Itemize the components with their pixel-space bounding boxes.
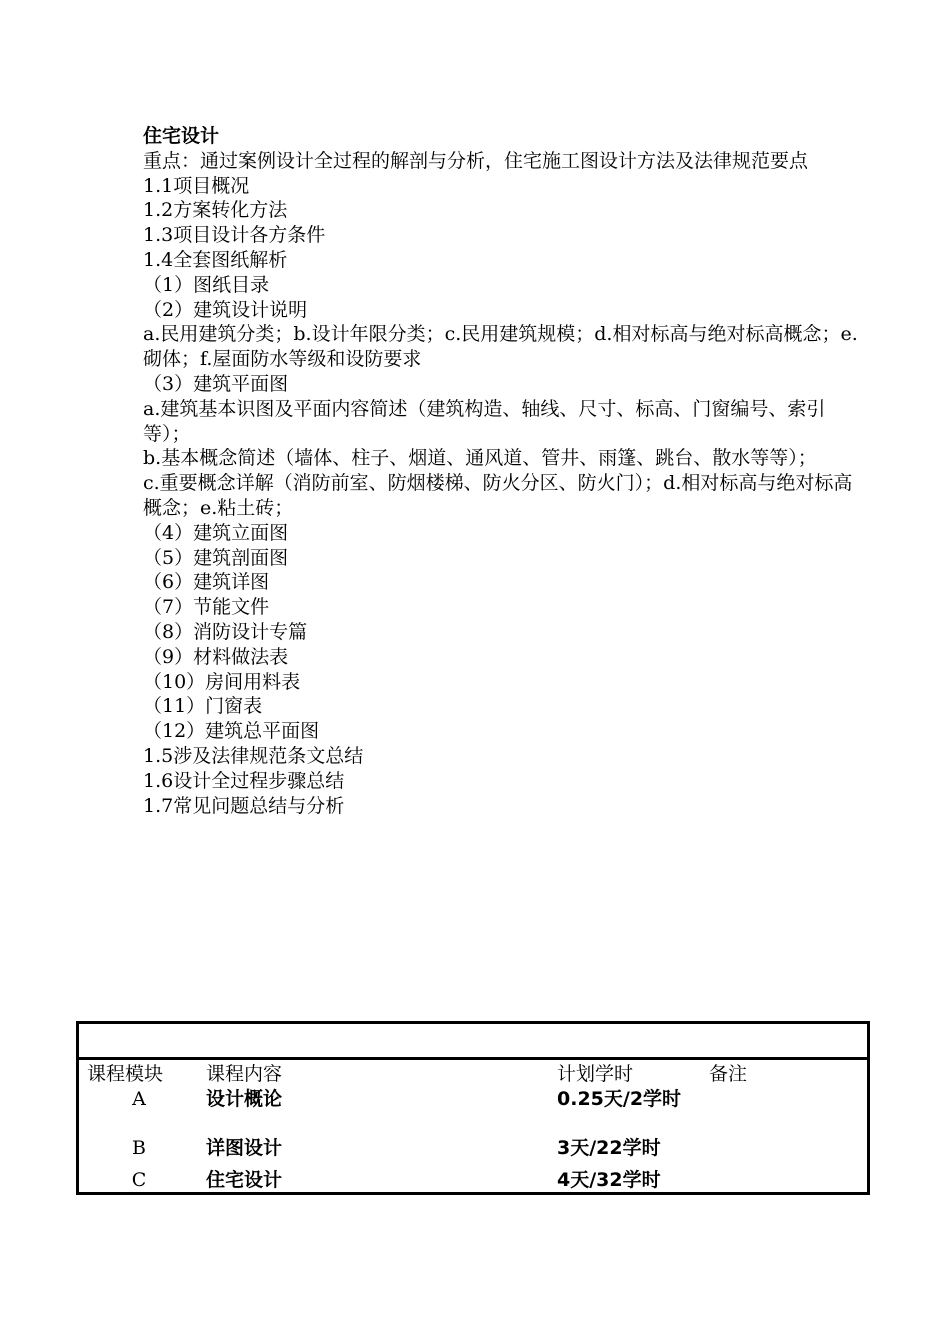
outline-item: （4）建筑立面图 [143, 521, 289, 544]
outline-item: （6）建筑详图 [143, 571, 270, 594]
row-hours: 4天/32学时 [557, 1169, 661, 1191]
outline-item: （8）消防设计专篇 [143, 620, 308, 643]
outline-item: （7）节能文件 [143, 596, 270, 619]
header-module: 课程模块 [87, 1063, 164, 1085]
outline-item: （12）建筑总平面图 [143, 720, 320, 743]
outline-item: 1.7常见问题总结与分析 [143, 794, 345, 817]
row-hours: 3天/22学时 [557, 1137, 661, 1159]
outline-item: （11）门窗表 [143, 695, 263, 718]
header-content: 课程内容 [206, 1063, 283, 1085]
row-module: A [132, 1088, 146, 1110]
outline-item: 1.2方案转化方法 [143, 199, 288, 222]
row-module: C [131, 1169, 147, 1191]
outline-item: a.民用建筑分类；b.设计年限分类；c.民用建筑规模；d.相对标高与绝对标高概念；e.砌体；f.屋面防水等级和设防要求 [143, 323, 858, 371]
outline-item: a.建筑基本识图及平面内容简述（建筑构造、轴线、尺寸、标高、门窗编号、索引等）； [143, 397, 826, 445]
outline-item: 1.3项目设计各方条件 [143, 224, 326, 247]
row-module: B [132, 1137, 146, 1159]
header-hours: 计划学时 [557, 1063, 634, 1085]
outline-item: （5）建筑剖面图 [143, 546, 289, 569]
course-schedule-table [76, 1021, 870, 1195]
outline-item: （3）建筑平面图 [143, 372, 289, 395]
section-title: 住宅设计 [143, 125, 220, 147]
outline-item: 1.6设计全过程步骤总结 [143, 769, 345, 792]
outline-item: （9）材料做法表 [143, 645, 289, 668]
outline-item: 1.1项目概况 [143, 174, 250, 197]
outline-item: c.重要概念详解（消防前室、防烟楼梯、防火分区、防火门）；d.相对标高与绝对标高概念；e.粘土砖； [143, 472, 853, 519]
outline-item: 1.5涉及法律规范条文总结 [143, 744, 364, 767]
row-content: 住宅设计 [206, 1169, 283, 1191]
outline-item: （1）图纸目录 [143, 273, 270, 296]
course-outline [143, 124, 863, 818]
outline-item: （10）房间用料表 [143, 670, 301, 693]
row-hours: 0.25天/2学时 [557, 1088, 682, 1110]
header-notes: 备注 [709, 1063, 748, 1085]
key-points: 重点：通过案例设计全过程的解剖与分析，住宅施工图设计方法及法律规范要点 [143, 149, 809, 172]
row-content: 详图设计 [206, 1137, 283, 1159]
outline-item: （2）建筑设计说明 [143, 298, 308, 321]
row-content: 设计概论 [206, 1088, 283, 1110]
outline-item: 1.4全套图纸解析 [143, 248, 288, 271]
outline-item: b.基本概念简述（墙体、柱子、烟道、通风道、管井、雨篷、跳台、散水等等）； [143, 447, 817, 470]
table-divider [79, 1057, 867, 1060]
